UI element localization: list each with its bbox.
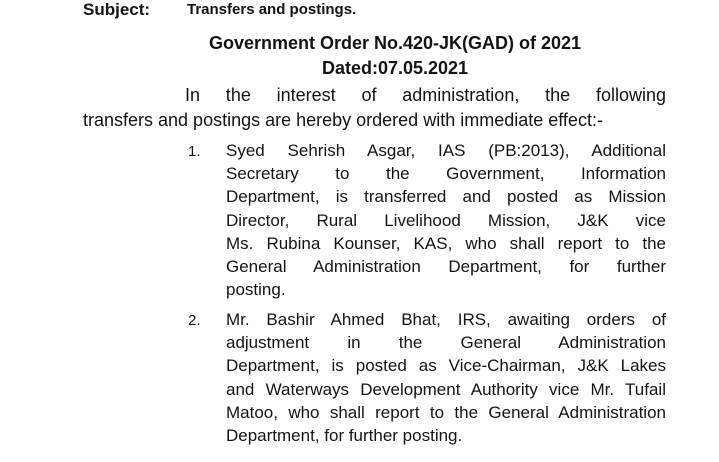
item-number: 2. <box>188 312 201 329</box>
item-line: Mr. Bashir Ahmed Bhat, IRS, awaiting orders of <box>226 310 666 329</box>
item-line: posting. <box>226 280 286 300</box>
item-line: Secretary to the Government, Information <box>226 164 666 184</box>
item-line: Director, Rural Livelihood Mission, J&K vice <box>226 210 666 230</box>
item-line: Department, is posted as Vice-Chairman, J&K Lakes <box>226 356 666 376</box>
item-line: adjustment in the General Administration <box>226 333 666 353</box>
item-number: 1. <box>188 143 201 160</box>
item-line: Syed Sehrish Asgar, IAS (PB:2013), Additional <box>226 141 666 160</box>
order-title: Government Order No.420-JK(GAD) of 2021 <box>208 33 582 53</box>
item-line: General Administration Department, for further <box>226 257 666 276</box>
item-line: Department, is transferred and posted as Mission <box>226 187 666 207</box>
intro-line: transfers and postings are hereby ordered with immediate effect:- <box>83 110 603 130</box>
item-line: Ms. Rubina Kounser, KAS, who shall report to the <box>226 233 666 253</box>
item-line: and Waterways Development Authority vice Mr. Tufail <box>226 379 666 399</box>
subject-text: Transfers and postings. <box>187 1 357 18</box>
intro-line: In the interest of administration, the following <box>185 85 666 105</box>
order-date: Dated:07.05.2021 <box>321 58 469 78</box>
item-line: Matoo, who shall report to the General Administration <box>226 402 666 422</box>
subject-label: Subject: <box>83 0 151 19</box>
item-line: Department, for further posting. <box>226 426 463 445</box>
